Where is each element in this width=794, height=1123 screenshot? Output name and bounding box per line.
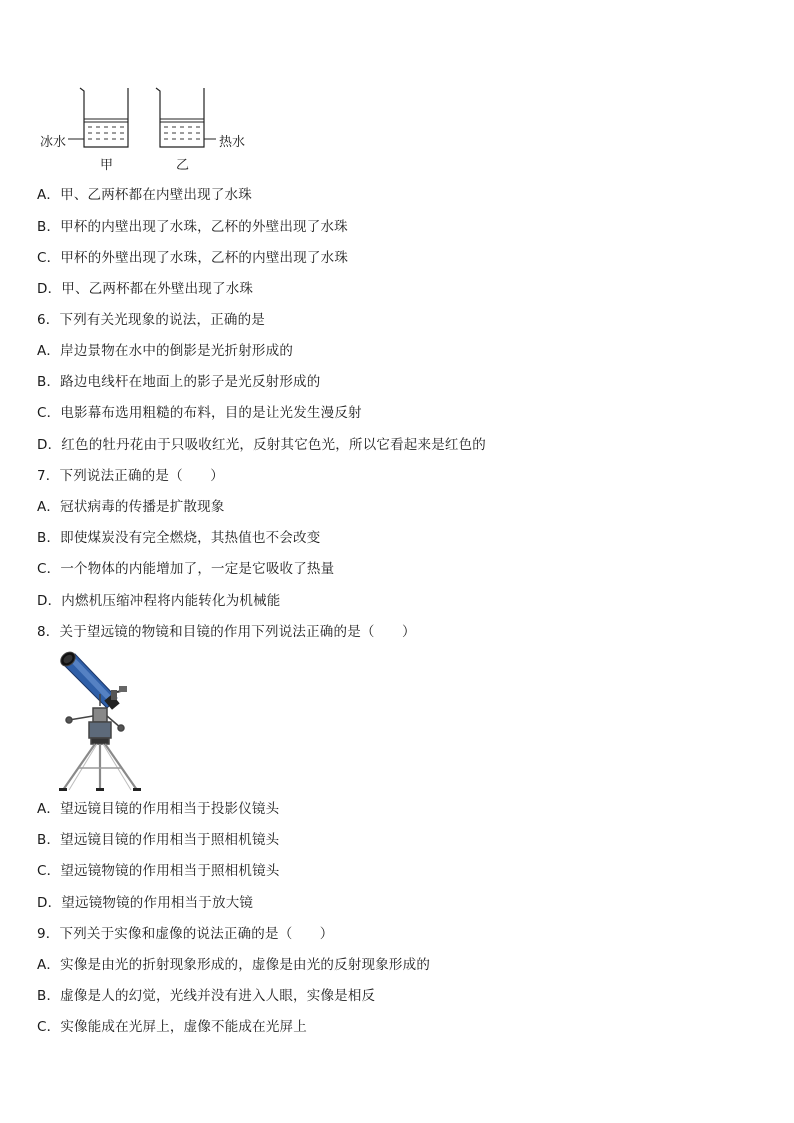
label-beaker-b: 乙 — [176, 158, 190, 173]
q9-option-a: A．实像是由光的折射现象形成的，虚像是由光的反射现象形成的 — [37, 957, 431, 973]
q8-stem: 8．关于望远镜的物镜和目镜的作用下列说法正确的是（ ） — [37, 624, 416, 640]
q6-option-d: D．红色的牡丹花由于只吸收红光，反射其它色光，所以它看起来是红色的 — [37, 437, 486, 453]
q5-option-d: D．甲、乙两杯都在外壁出现了水珠 — [37, 281, 254, 297]
q8-option-d: D．望远镜物镜的作用相当于放大镜 — [37, 895, 254, 911]
q5-option-c: C．甲杯的外壁出现了水珠，乙杯的内壁出现了水珠 — [37, 250, 349, 266]
q7-option-d: D．内燃机压缩冲程将内能转化为机械能 — [37, 593, 281, 609]
beaker-a-drawing — [80, 88, 128, 147]
q8-option-b: B．望远镜目镜的作用相当于照相机镜头 — [37, 832, 280, 848]
telescope-tripod — [63, 744, 137, 790]
water-dashes-b — [164, 127, 200, 139]
q8-option-a: A．望远镜目镜的作用相当于投影仪镜头 — [37, 801, 280, 817]
water-dashes-a — [88, 127, 124, 139]
q5-option-b: B．甲杯的内壁出现了水珠，乙杯的外壁出现了水珠 — [37, 219, 348, 235]
telescope-tube — [58, 649, 127, 710]
beaker-b-drawing — [156, 88, 204, 147]
q6-option-a: A．岸边景物在水中的倒影是光折射形成的 — [37, 343, 294, 359]
q9-option-b: B．虚像是人的幻觉，光线并没有进入人眼，实像是相反 — [37, 988, 376, 1004]
q7-option-a: A．冠状病毒的传播是扩散现象 — [37, 499, 225, 515]
q9-stem: 9．下列关于实像和虚像的说法正确的是（ ） — [37, 926, 334, 942]
q7-option-b: B．即使煤炭没有完全燃烧，其热值也不会改变 — [37, 530, 321, 546]
telescope-image — [55, 650, 145, 792]
label-hot-water: 热水 — [219, 135, 246, 150]
q8-option-c: C．望远镜物镜的作用相当于照相机镜头 — [37, 863, 280, 879]
label-ice-water: 冰水 — [40, 135, 67, 150]
tripod-feet — [59, 788, 141, 791]
q5-option-a: A．甲、乙两杯都在内壁出现了水珠 — [37, 187, 252, 203]
label-beaker-a: 甲 — [100, 158, 114, 173]
q6-option-b: B．路边电线杆在地面上的影子是光反射形成的 — [37, 374, 321, 390]
q7-stem: 7．下列说法正确的是（ ） — [37, 468, 224, 484]
q6-option-c: C．电影幕布选用粗糙的布料，目的是让光发生漫反射 — [37, 405, 362, 421]
q9-option-c: C．实像能成在光屏上，虚像不能成在光屏上 — [37, 1019, 307, 1035]
q6-stem: 6．下列有关光现象的说法，正确的是 — [37, 312, 265, 328]
q7-option-c: C．一个物体的内能增加了，一定是它吸收了热量 — [37, 561, 335, 577]
